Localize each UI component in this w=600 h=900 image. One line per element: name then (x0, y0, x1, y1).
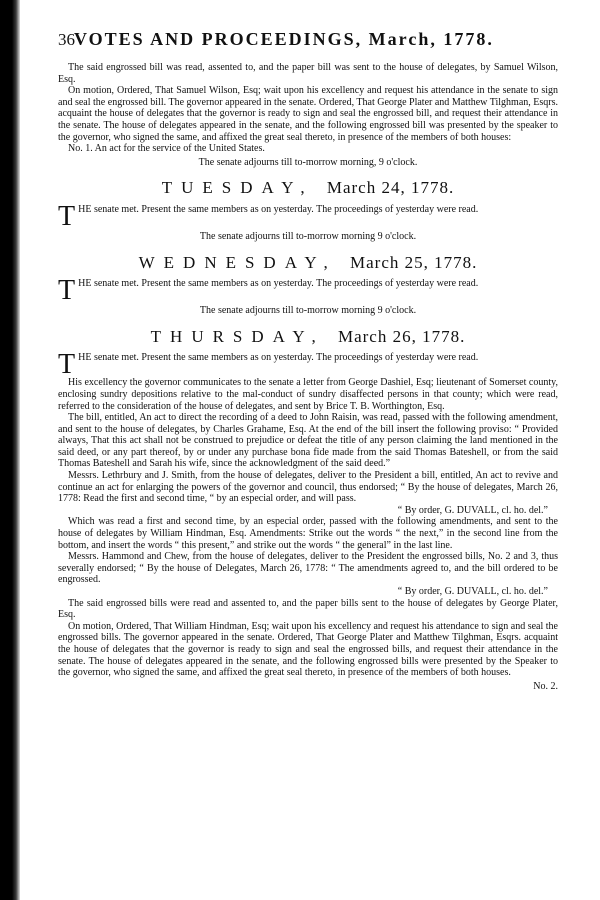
page-header (58, 29, 558, 62)
day-heading-tuesday (58, 178, 558, 198)
drop-cap: T (58, 200, 76, 232)
day-date: March 24, 1778. (326, 178, 455, 198)
paragraph: The said engrossed bills were read and assented to, and the paper bills sent to the house of delegates by George Plater, Esq. (58, 597, 558, 621)
paragraph: His excellency the governor communicates to the senate a letter from George Dashiel, Esq; lieutenant of Somerset county, enclosing sundry depositions relative to the mal-conduct of sundry disaffected persons in that county; which were read, referred to the consideration of the house of delegates, and sent by Brice T. B. Worthington, Esq. (58, 377, 558, 412)
catchword: No. 2. (533, 680, 558, 692)
document-page (58, 29, 558, 692)
clerk-signature: G. DUVALL, cl. ho. del.” (444, 586, 548, 597)
paragraph: On motion, Ordered, That Samuel Wilson, Esq; wait upon his excellency and request his attendance in the senate to sign and seal the engrossed bill. The governor appeared in the senate. Ordered, That George Plater and Matthew Tilghman, Esqrs. acquaint the house of delegates that the governor is ready to sign and seal the engrossed bill, and request their attendance in the senate. The house of delegates appeared in the senate, and the following engrossed bill was presented by the speaker to the governor, who signed the same, and affixed the great seal thereto, in presence of the members of both houses: (58, 85, 558, 143)
day-heading-thursday (58, 326, 558, 346)
paragraph: No. 1. An act for the service of the United States. (68, 143, 265, 155)
day-date: March 26, 1778. (337, 326, 466, 346)
day-name: THURSDAY, (150, 326, 325, 346)
page-number: 36 (58, 30, 75, 49)
day-date: March 25, 1778. (350, 252, 478, 272)
day-name: TUESDAY, (161, 178, 314, 198)
signature-line (58, 586, 558, 598)
day-opening: THE senate met. Present the same members as on yesterday. The proceedings of yesterday were read. (58, 275, 479, 307)
drop-cap: T (58, 275, 76, 307)
paragraph: The said engrossed bill was read, assented to, and the paper bill was sent to the house of delegates, by Samuel Wilson, Esq. (58, 62, 558, 85)
by-order: “ By order, (397, 586, 443, 597)
day-heading-wednesday (58, 252, 558, 272)
clerk-signature: G. DUVALL, cl. ho. del.” (444, 504, 548, 516)
running-title: VOTES AND PROCEEDINGS, March, 1778. (74, 29, 494, 49)
day-opening: THE senate met. Present the same members as on yesterday. The proceedings of yesterday were read. (58, 200, 479, 232)
binding-edge (0, 0, 20, 900)
paragraph: Messrs. Lethrbury and J. Smith, from the house of delegates, deliver to the President a bill, entitled, An act to revive and continue an act for enlarging the powers of the governor and council, thus endorsed; “ By the house of delegates, March 26, 1778: Read the first and second time, “ by an especial order, and will pass. (58, 470, 558, 505)
day-opening: THE senate met. Present the same members as on yesterday. The proceedings of yesterday were read. (58, 349, 479, 381)
paragraph: Messrs. Hammond and Chew, from the house of delegates, deliver to the President the engrossed bills, No. 2 and 3, thus severally endorsed; “ By the house of Delegates, March 26, 1778: “ The amendments agreed to, and the bill ordered to be engrossed. (58, 551, 558, 586)
signature-line (58, 505, 558, 517)
paragraph: Which was read a first and second time, by an especial order, passed with the following amendments, and sent to the house of delegates by William Hindman, Esq. Amendments: Strike out the words “ the next,” in the second line from the bottom, and insert the words “ this present,” and strike out the words “ the general” in the last line. (58, 516, 558, 551)
adjournment-line: The senate adjourns till to-morrow morning, 9 o'clock. (198, 156, 418, 168)
adjournment-line: The senate adjourns till to-morrow morning 9 o'clock. (199, 230, 417, 242)
paragraph: The bill, entitled, An act to direct the recording of a deed to John Raisin, was read, passed with the following amendment, and sent to the house of delegates, by Charles Grahame, Esq. At the end of the bill insert the following proviso: “ Provided always, That this act shall not be construed to prejudice or defeat the title of any person claiming the land mentioned in the said deed, or any part thereof, by or under any purchase bona fide made from the said Thomas Bateshell, or from the said Thomas Bateshell and Sarah his wife, since the acknowledgment of the said deed.” (58, 412, 558, 470)
by-order: “ By order, (397, 504, 443, 516)
paragraph: On motion, Ordered, That William Hindman, Esq; wait upon his excellency and request his attendance to sign and seal the engrossed bills. The governor appeared in the senate. Ordered, That George Plater and Matthew Tilghman, Esqrs. acquaint the house of delegates that the governor is ready to sign and seal the engrossed bills, and request their attendance in the senate. The house of delegates appeared in the senate, and the following engrossed bills were presented by the Speaker to the governor, who signed the same, and affixed the great seal thereto, in presence of the members of both houses. (58, 620, 558, 679)
day-name: WEDNESDAY, (138, 252, 337, 272)
adjournment-line: The senate adjourns till to-morrow morning 9 o'clock. (199, 305, 417, 317)
drop-cap: T (58, 349, 76, 381)
